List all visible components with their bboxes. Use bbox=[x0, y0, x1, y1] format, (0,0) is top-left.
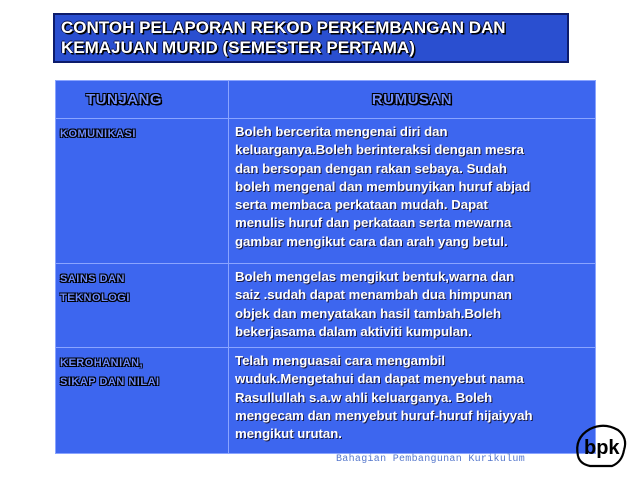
slide-title bbox=[53, 13, 569, 63]
tunjang-label: SIKAP DAN NILAI bbox=[60, 376, 160, 388]
tunjang-label: SAINS DAN bbox=[60, 273, 126, 285]
bpk-logo-icon bbox=[572, 420, 630, 470]
tunjang-label: TEKNOLOGI bbox=[60, 292, 130, 304]
rumusan-line: dan bersopan dengan rakan sebaya. Sudah bbox=[235, 160, 507, 176]
rumusan-line: objek dan menyatakan hasil tambah.Boleh bbox=[235, 305, 502, 321]
table-row bbox=[56, 348, 596, 454]
rumusan-cell bbox=[229, 348, 596, 454]
header-tunjang: TUNJANG bbox=[56, 81, 229, 119]
tunjang-cell bbox=[56, 264, 229, 348]
rumusan-line: Boleh mengelas mengikut bentuk,warna dan bbox=[235, 269, 515, 284]
rumusan-line: Telah menguasai cara mengambil bbox=[235, 353, 446, 368]
tunjang-cell bbox=[56, 348, 229, 454]
rumusan-line: Boleh bercerita mengenai diri dan bbox=[235, 124, 448, 139]
rumusan-line: menulis huruf dan perkataan serta mewarna bbox=[235, 215, 512, 231]
tunjang-label: KEROHANIAN, bbox=[60, 357, 144, 369]
header-rumusan: RUMUSAN bbox=[229, 81, 596, 119]
rumusan-cell bbox=[229, 264, 596, 348]
table-row bbox=[56, 264, 596, 348]
footer-text: Bahagian Pembangunan Kurikulum bbox=[336, 454, 526, 465]
rumusan-line: serta membaca perkataan mudah. Dapat bbox=[235, 197, 488, 213]
tunjang-cell bbox=[56, 119, 229, 264]
table-header-row bbox=[56, 81, 596, 119]
rumusan-line: mengikut urutan. bbox=[235, 426, 342, 442]
rumusan-line: saiz .sudah dapat menambah dua himpunan bbox=[235, 287, 512, 303]
rumusan-line: bekerjasama dalam aktiviti kumpulan. bbox=[235, 323, 472, 339]
table-row bbox=[56, 119, 596, 264]
title-line-1: CONTOH PELAPORAN REKOD PERKEMBANGAN DAN bbox=[61, 18, 506, 37]
title-line-2: KEMAJUAN MURID (SEMESTER PERTAMA) bbox=[61, 38, 415, 57]
rumusan-line: gambar mengikut cara dan arah yang betul. bbox=[235, 233, 508, 249]
logo-text: bpk bbox=[584, 437, 620, 459]
tunjang-label: KOMUNIKASI bbox=[60, 128, 136, 140]
rumusan-line: keluarganya.Boleh berinteraksi dengan mesra bbox=[235, 142, 524, 158]
report-table bbox=[55, 80, 596, 454]
rumusan-line: boleh mengenal dan membunyikan huruf abjad bbox=[235, 178, 531, 194]
rumusan-line: Rasullullah s.a.w ahli keluarganya. Boleh bbox=[235, 389, 493, 405]
rumusan-line: mengecam dan menyebut huruf-huruf hijaiyyah bbox=[235, 407, 533, 423]
rumusan-line: wuduk.Mengetahui dan dapat menyebut nama bbox=[235, 371, 524, 387]
rumusan-cell bbox=[229, 119, 596, 264]
